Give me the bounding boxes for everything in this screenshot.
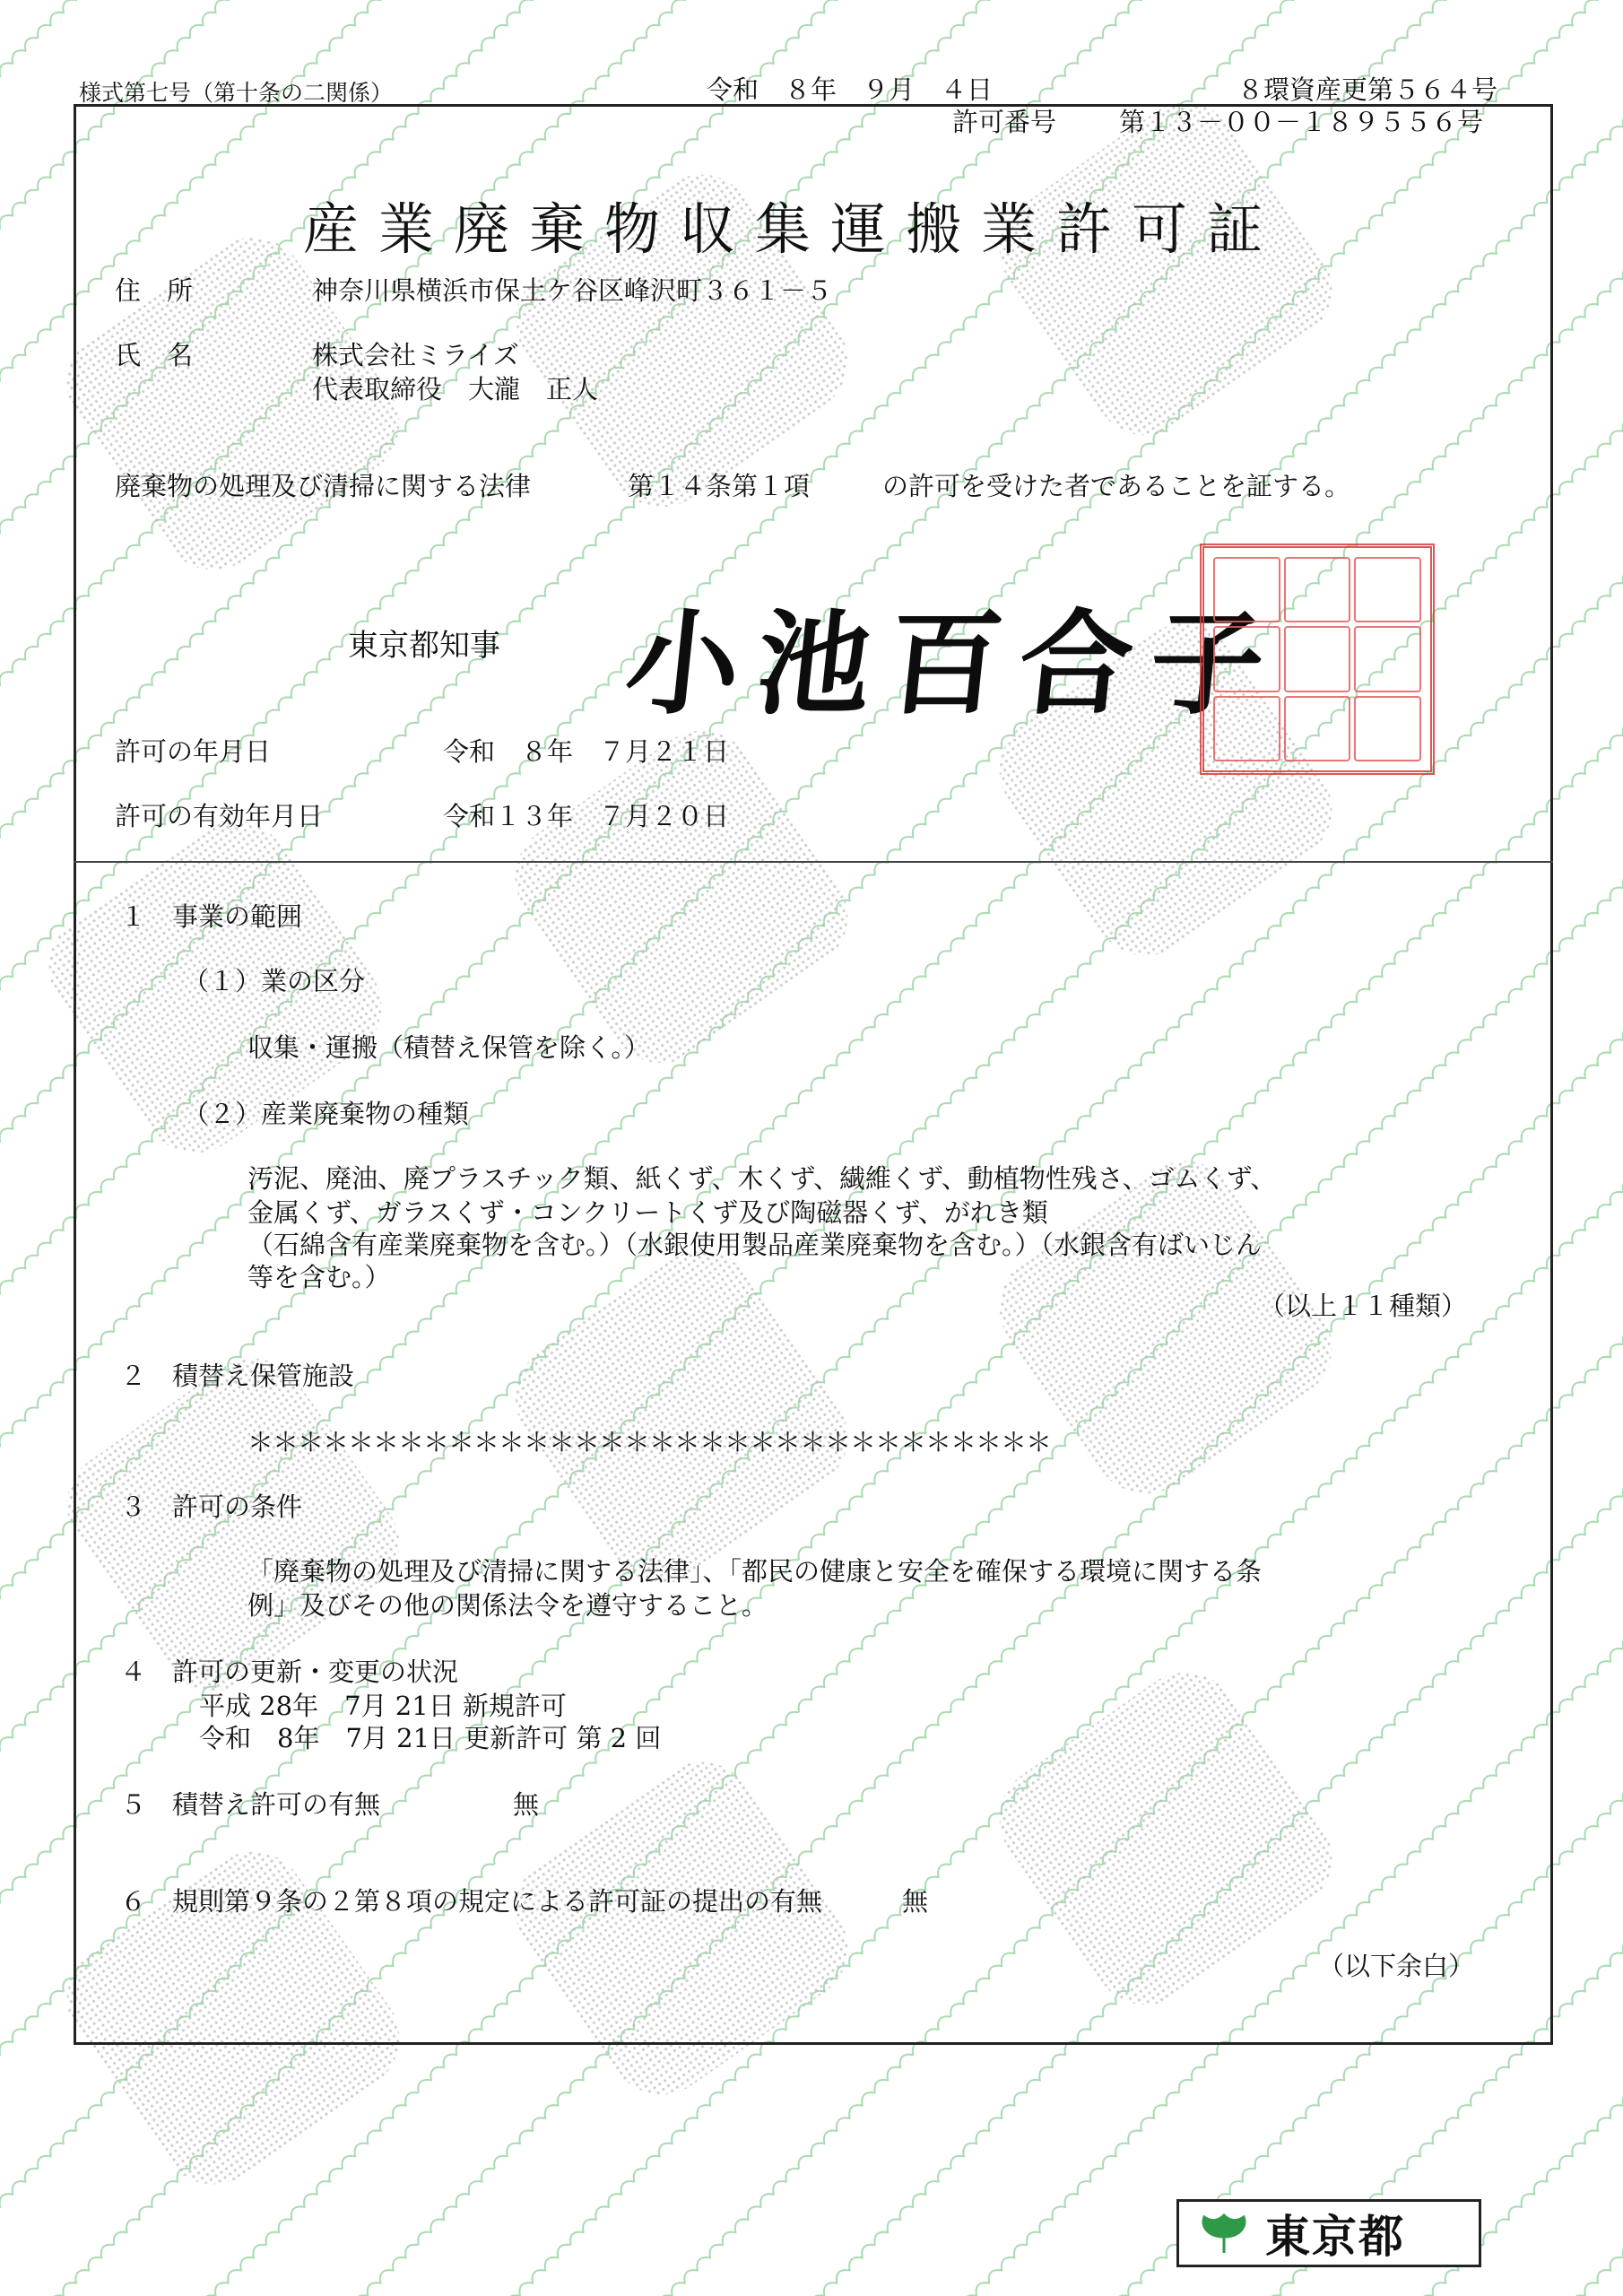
permit-number-label: 許可番号 (952, 107, 1057, 137)
waste-types-line: 金属くず、ガラスくず・コンクリートくず及び陶磁器くず、がれき類 (247, 1197, 1048, 1228)
permit-date-label: 許可の年月日 (115, 736, 272, 767)
section-2-heading: ２ 積替え保管施設 (120, 1361, 355, 1391)
change-number: ８環資産更第５６４号 (1237, 74, 1498, 105)
form-label: 様式第七号（第十条の二関係） (79, 80, 394, 106)
ginkgo-leaf-icon (1199, 2210, 1249, 2257)
waste-types-line: （石綿含有産業廃棄物を含む。）（水銀使用製品産業廃棄物を含む。）（水銀含有ばいじん (247, 1230, 1263, 1260)
section-1-sub1-heading: （１）業の区分 (183, 966, 366, 996)
expiry-date-value: 令和１３年 ７月２０日 (443, 801, 730, 831)
permit-number: 第１３－００－１８９５５６号 (1119, 107, 1484, 137)
address-value: 神奈川県横浜市保土ケ谷区峰沢町３６１－５ (312, 275, 833, 306)
renewal-history-line: 平成 28年 7月 21日 新規許可 (199, 1691, 567, 1721)
waste-types-line: 汚泥、廃油、廃プラスチック類、紙くず、木くず、繊維くず、動植物性残さ、ゴムくず、 (247, 1163, 1277, 1194)
section-3-line: 例」及びその他の関係法令を遵守すること。 (247, 1590, 768, 1621)
waste-types-count: （以上１１種類） (1259, 1291, 1468, 1321)
section-6-value: 無 (902, 1886, 929, 1917)
logo-text: 東京都 (1265, 2211, 1405, 2263)
section-6-heading: ６ 規則第９条の２第８項の規定による許可証の提出の有無 (120, 1886, 823, 1917)
expiry-date-label: 許可の有効年月日 (115, 801, 324, 831)
section-5-heading: ５ 積替え許可の有無 (120, 1789, 381, 1820)
representative-name: 代表取締役 大瀧 正人 (312, 374, 599, 404)
issue-date: 令和 ８年 ９月 ４日 (707, 74, 994, 105)
address-label: 住 所 (115, 275, 194, 306)
section-1-sub1-text: 収集・運搬（積替え保管を除く。） (247, 1032, 650, 1063)
section-3-line: 「廃棄物の処理及び清掃に関する法律」、「都民の健康と安全を確保する環境に関する条 (247, 1556, 1263, 1587)
law-name: 廃棄物の処理及び清掃に関する法律 (115, 471, 532, 501)
waste-types-line: 等を含む。） (247, 1262, 391, 1292)
company-name: 株式会社ミライズ (312, 340, 519, 370)
permit-date-value: 令和 ８年 ７月２１日 (443, 736, 730, 767)
section-2-value: ＊＊＊＊＊＊＊＊＊＊＊＊＊＊＊＊＊＊＊＊＊＊＊＊＊＊＊＊＊＊＊＊ (247, 1427, 1052, 1457)
section-5-value: 無 (513, 1789, 540, 1820)
section-4-heading: ４ 許可の更新・変更の状況 (120, 1657, 459, 1687)
certification-statement: の許可を受けた者であることを証する。 (882, 471, 1351, 501)
certificate-title: 産業廃棄物収集運搬業許可証 (303, 196, 1283, 262)
governor-signature: 小池百合子 (620, 597, 1289, 730)
law-article: 第１４条第１項 (628, 471, 811, 501)
name-label: 氏 名 (115, 340, 194, 370)
closing-remark: （以下余白） (1318, 1951, 1475, 1981)
governor-title: 東京都知事 (348, 628, 500, 664)
renewal-history-line: 令和 8年 7月 21日 更新許可 第 2 回 (199, 1723, 662, 1753)
section-1-heading: １ 事業の範囲 (120, 901, 303, 932)
official-seal (1200, 544, 1435, 775)
tokyo-metropolitan-logo (1176, 2199, 1481, 2267)
section-3-heading: ３ 許可の条件 (120, 1492, 303, 1522)
section-1-sub2-heading: （２）産業廃棄物の種類 (183, 1099, 470, 1129)
